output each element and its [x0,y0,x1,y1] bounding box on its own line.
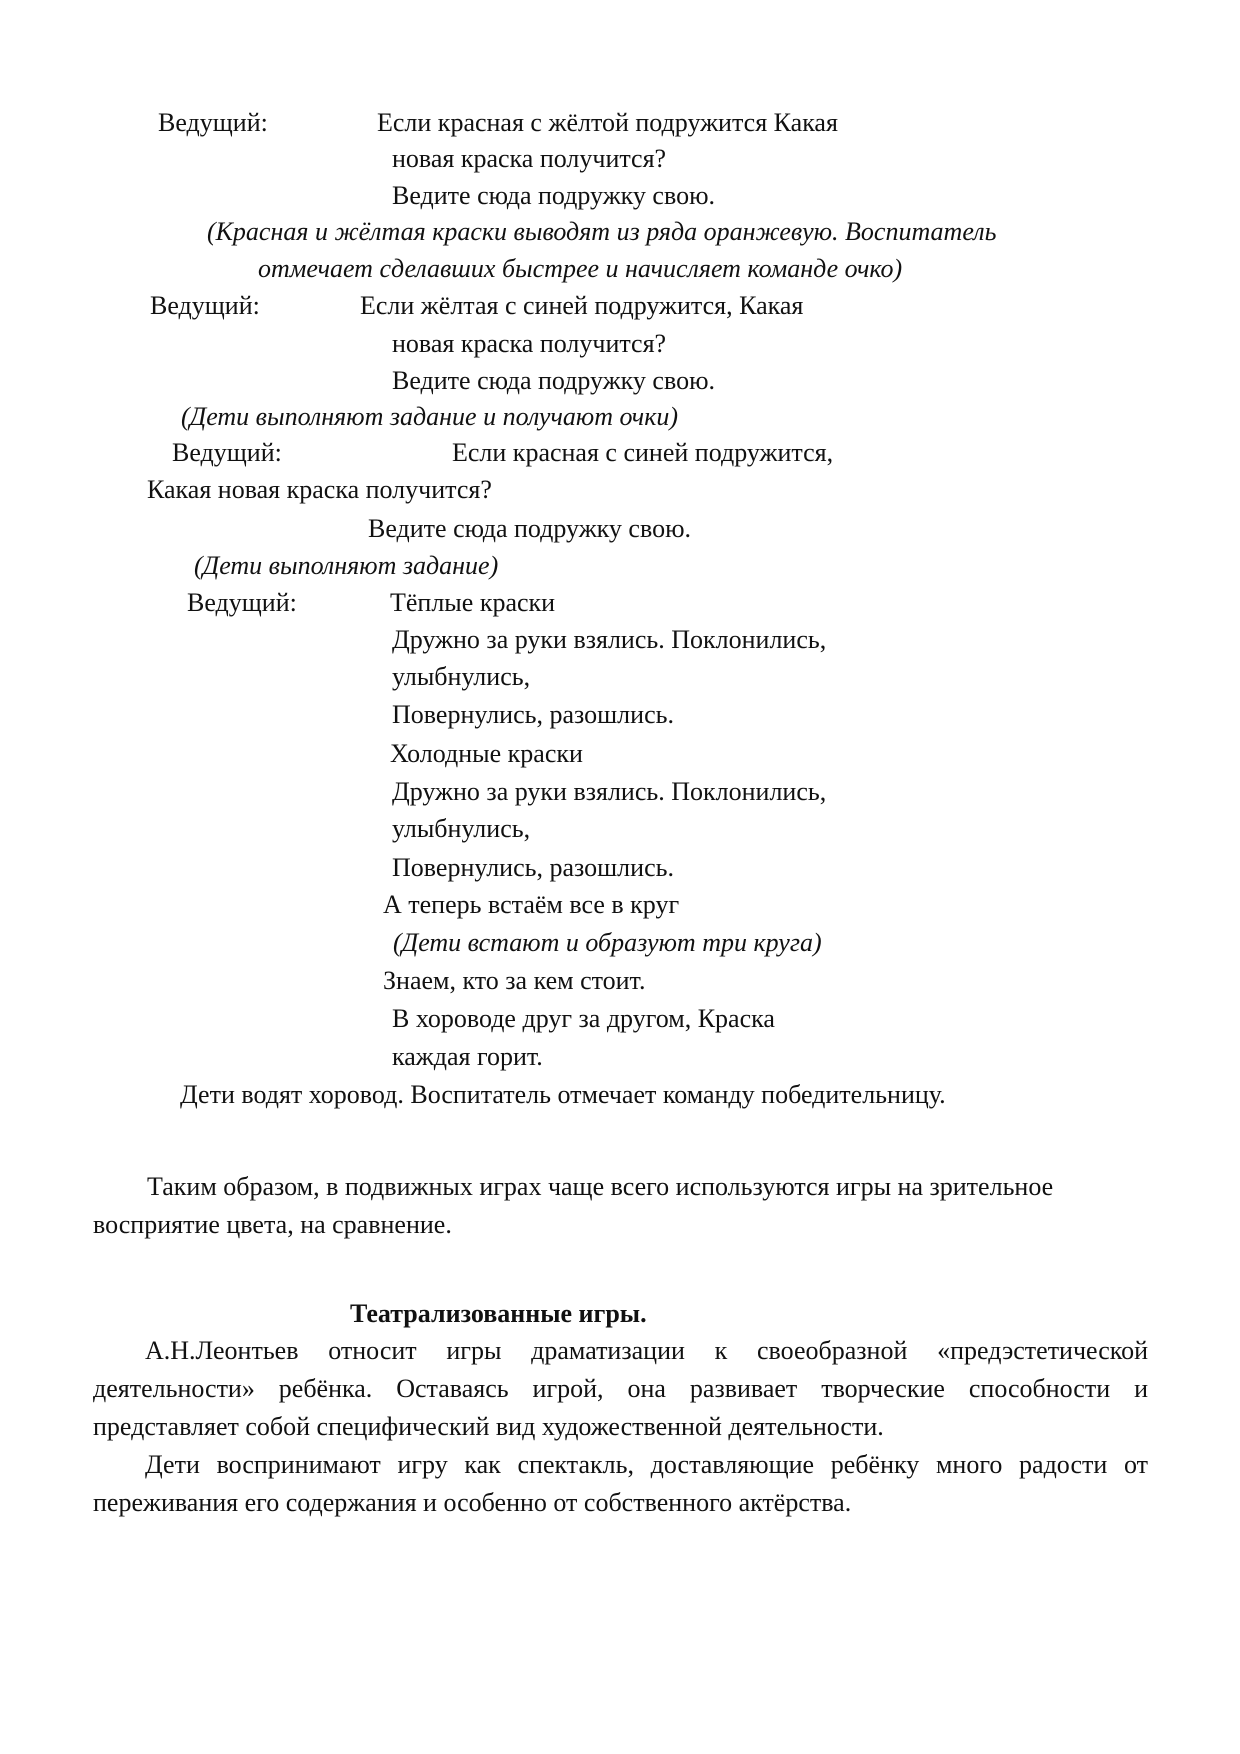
verse-line: Ведите сюда подружку свою. [368,514,691,543]
verse-line: Если жёлтая с синей подружится, Какая [360,291,804,320]
stage-direction: (Красная и жёлтая краски выводят из ряда оранжевую. Воспитатель [207,217,997,246]
verse-line: Какая новая краска получится? [147,475,492,504]
verse-line: Если красная с синей подружится, [452,438,834,467]
body-paragraph: А.Н.Леонтьев относит игры драматизации к своеобразной «предэстетической деятельности» ребёнка. Оставаясь игрой, она развивает творческие способности и представляет собой специфический вид художественной деятельности. [93,1336,1148,1441]
verse-line: В хороводе друг за другом, Краска [392,1004,775,1033]
stage-direction: (Дети встают и образуют три круга) [393,928,822,957]
verse-line: А теперь встаём все в круг [383,890,680,919]
speaker-label: Ведущий: [187,588,297,617]
verse-line: каждая горит. [392,1042,543,1071]
verse-line: Знаем, кто за кем стоит. [383,966,646,995]
verse-line: Повернулись, разошлись. [392,700,674,729]
verse-line: Если красная с жёлтой подружится Какая [377,108,838,137]
summary-line: Таким образом, в подвижных играх чаще всего используются игры на зрительное [147,1172,1054,1201]
section-heading: Театрализованные игры. [350,1299,647,1328]
closing-line: Дети водят хоровод. Воспитатель отмечает команду победительницу. [180,1080,946,1109]
verse-line: Дружно за руки взялись. Поклонились, [392,625,827,654]
stage-direction: (Дети выполняют задание) [194,551,499,580]
verse-line: улыбнулись, [392,814,531,843]
verse-line: Холодные краски [390,739,583,768]
verse-line: новая краска получится? [392,329,667,358]
verse-line: Тёплые краски [390,588,556,617]
summary-line: восприятие цвета, на сравнение. [93,1210,452,1239]
verse-line: улыбнулись, [392,662,531,691]
speaker-label: Ведущий: [158,108,268,137]
speaker-label: Ведущий: [172,438,282,467]
verse-line: Ведите сюда подружку свою. [392,181,715,210]
verse-line: новая краска получится? [392,144,667,173]
body-paragraph: Дети воспринимают игру как спектакль, доставляющие ребёнку много радости от переживания его содержания и особенно от собственного актёрства. [93,1450,1148,1517]
stage-direction: отмечает сделавших быстрее и начисляет команде очко) [258,254,903,283]
verse-line: Ведите сюда подружку свою. [392,366,715,395]
verse-line: Повернулись, разошлись. [392,853,674,882]
stage-direction: (Дети выполняют задание и получают очки) [181,402,679,431]
verse-line: Дружно за руки взялись. Поклонились, [392,777,827,806]
speaker-label: Ведущий: [150,291,260,320]
